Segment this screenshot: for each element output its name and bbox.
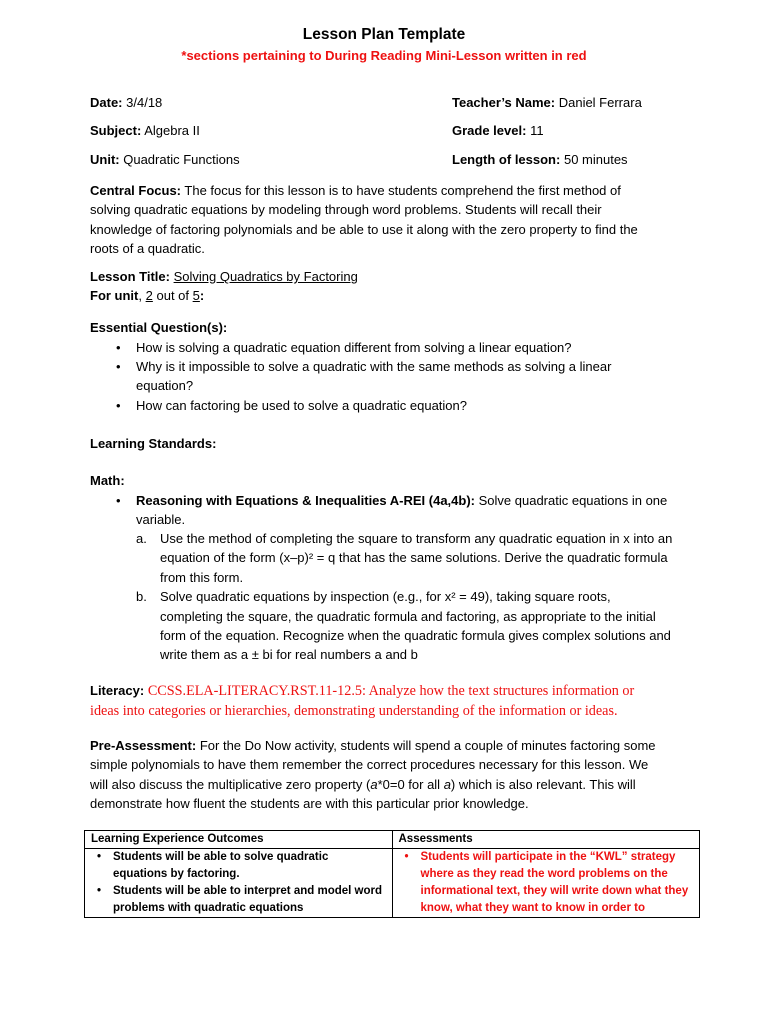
grade-value: 11: [530, 123, 544, 138]
table-row: [85, 849, 700, 918]
substandard-b-marker: b.: [136, 589, 147, 605]
length-row: [452, 150, 628, 169]
assessments-cell: [392, 849, 700, 918]
grade-row: [452, 121, 544, 140]
page-subtitle: *sections pertaining to During Reading Mini-Lesson written in red: [181, 48, 587, 63]
lesson-title-value: Solving Quadratics by Factoring: [173, 269, 358, 284]
teacher-row: [452, 93, 642, 112]
list-item: • Students will be able to interpret and model word problems with quadratic equations: [91, 883, 386, 917]
length-label: Length of lesson:: [452, 152, 561, 167]
substandard-a-marker: a.: [136, 531, 147, 546]
central-focus-label: Central Focus:: [90, 183, 182, 198]
date-row: [90, 93, 162, 112]
list-item: • How is solving a quadratic equation different from solving a linear equation?: [90, 338, 670, 357]
list-item: • How can factoring be used to solve a quadratic equation?: [90, 396, 670, 415]
unit-total: 5: [192, 288, 200, 303]
list-item: • Why is it impossible to solve a quadratic with the same methods as solving a linear equation?: [90, 357, 670, 395]
essential-questions-list: [90, 338, 670, 415]
literacy-label: Literacy:: [90, 683, 145, 698]
pre-assessment: Pre-Assessment: For the Do Now activity, students will spend a couple of minutes factoring some simple polynomials to have them remember the correct procedures necessary for this lesson. We will also discuss the multiplicative zero property (a*0=0 for all a) which is also relevant. This will demonstrate how fluent the students are with this particular prior knowledge.: [90, 738, 656, 812]
out-of-text: out of: [156, 288, 190, 303]
outcomes-assessments-table: [84, 830, 700, 918]
math-heading: Math:: [90, 473, 125, 488]
substandard-b: b. Solve quadratic equations by inspection (e.g., for x² = 49), taking square roots, completing the square, the quadratic formula and factoring, as appropriate to the initial form of the equation. Recognize when the quadratic formula gives complex solutions and write them as a ± bi for real numbers a and b: [136, 589, 671, 663]
central-focus: [90, 181, 660, 259]
math-standard-code: Reasoning with Equations & Inequalities A-REI (4a,4b):: [136, 493, 475, 508]
essential-questions-heading: Essential Question(s):: [90, 320, 228, 335]
subject-value: Algebra II: [144, 123, 200, 138]
length-value: 50 minutes: [563, 152, 628, 167]
math-standard-list: [90, 491, 680, 529]
list-item: [90, 491, 680, 529]
for-unit-label: For unit: [90, 288, 139, 303]
learning-standards-heading: Learning Standards:: [90, 436, 217, 451]
unit-row: [90, 150, 240, 169]
unit-position-row: For unit, 2 out of 5:: [90, 288, 205, 303]
literacy-text: CCSS.ELA-LITERACY.RST.11-12.5: Analyze how the text structures information or ideas into categories or hierarchies, demonstrating understanding of the information or ideas.: [90, 683, 635, 719]
list-item: • Students will participate in the “KWL” strategy where as they read the word problems on the informational text, they will write down what they know, what they want to know in order to: [399, 849, 694, 917]
literacy-standard: [90, 681, 660, 721]
unit-label: Unit:: [90, 152, 120, 167]
date-value: 3/4/18: [126, 95, 163, 110]
teacher-label: Teacher’s Name:: [452, 95, 556, 110]
teacher-value: Daniel Ferrara: [558, 95, 642, 110]
page-title: Lesson Plan Template: [302, 26, 466, 43]
unit-number: 2: [145, 288, 153, 303]
assessments-header: Assessments: [392, 831, 700, 849]
outcomes-header: Learning Experience Outcomes: [85, 831, 393, 849]
list-item: • Students will be able to solve quadratic equations by factoring.: [91, 849, 386, 883]
math-substandards: [136, 529, 676, 665]
substandard-a: a. Use the method of completing the square to transform any quadratic equation in x into an equation of the form (x–p)² = q that has the same solutions. Derive the quadratic formula from this form.: [136, 531, 673, 585]
central-focus-text: The focus for this lesson is to have students comprehend the first method of solving quadratic equations by modeling through word problems. Students will recall their knowledge of factoring polynomials and be able to use it along with the zero property to find the roots of a quadratic.: [90, 183, 638, 257]
outcomes-cell: [85, 849, 393, 918]
subject-label: Subject:: [90, 123, 142, 138]
grade-label: Grade level:: [452, 123, 527, 138]
lesson-title-row: [90, 267, 358, 286]
subject-row: [90, 121, 200, 140]
math-standard-text: Solve quadratic equations in one variable.: [136, 493, 668, 528]
date-label: Date:: [90, 95, 123, 110]
table-row: [85, 831, 700, 849]
lesson-title-label: Lesson Title:: [90, 269, 170, 284]
pre-assessment-label: Pre-Assessment:: [90, 738, 197, 753]
unit-colon: :: [199, 288, 205, 303]
unit-value: Quadratic Functions: [123, 152, 240, 167]
